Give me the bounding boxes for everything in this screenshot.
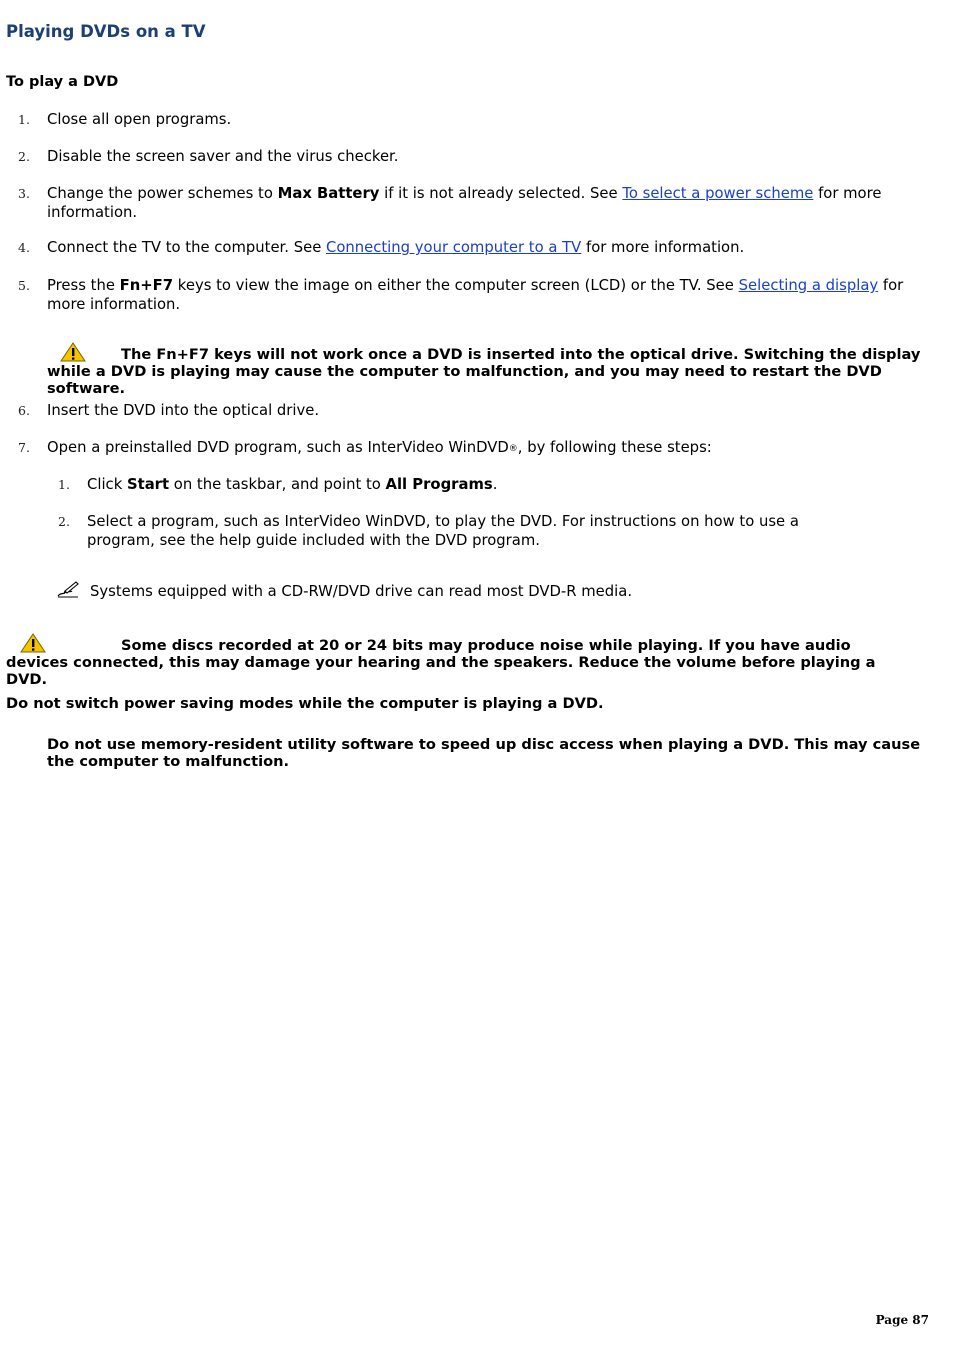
step-number: 1. bbox=[18, 112, 30, 127]
substep-number: 2. bbox=[58, 514, 70, 529]
step-number: 5. bbox=[18, 278, 30, 293]
page-number: Page 87 bbox=[875, 1313, 929, 1327]
step-text: Insert the DVD into the optical drive. bbox=[47, 402, 320, 419]
step-text: Change the power schemes to Max Battery if it is not already selected. See To select a power scheme for more information. bbox=[47, 185, 882, 221]
step-text: Open a preinstalled DVD program, such as InterVideo WinDVD®, by following these steps: bbox=[47, 439, 712, 456]
warning-text: Do not use memory-resident utility software to speed up disc access when playing a DVD. This may cause the computer to malfunction. bbox=[47, 736, 921, 770]
step-number: 6. bbox=[18, 403, 30, 418]
step-text: Close all open programs. bbox=[47, 111, 232, 128]
link-selecting-display[interactable]: Selecting a display bbox=[738, 277, 879, 294]
link-select-power-scheme[interactable]: To select a power scheme bbox=[622, 185, 814, 202]
substep-text: Click Start on the taskbar, and point to All Programs. bbox=[87, 476, 498, 493]
step-text: Connect the TV to the computer. See Connecting your computer to a TV for more information. bbox=[47, 239, 745, 256]
page-title: Playing DVDs on a TV bbox=[6, 22, 206, 41]
section-heading: To play a DVD bbox=[6, 74, 119, 90]
warning-text: Some discs recorded at 20 or 24 bits may produce noise while playing. If you have audio devices connected, this may damage your hearing and the speakers. Reduce the volume before playing a DVD. bbox=[6, 637, 876, 688]
step-text: Press the Fn+F7 keys to view the image on either the computer screen (LCD) or the TV. See Selecting a display for more information. bbox=[47, 277, 904, 313]
step-text: Disable the screen saver and the virus checker. bbox=[47, 148, 399, 165]
warning-text: Do not switch power saving modes while the computer is playing a DVD. bbox=[6, 695, 604, 712]
link-connecting-tv[interactable]: Connecting your computer to a TV bbox=[326, 239, 582, 256]
step-number: 2. bbox=[18, 149, 30, 164]
substep-text: Select a program, such as InterVideo WinDVD, to play the DVD. For instructions on how to use a program, see the help guide included with the DVD program. bbox=[87, 513, 799, 549]
step-number: 4. bbox=[18, 240, 30, 255]
note-text: Systems equipped with a CD-RW/DVD drive can read most DVD-R media. bbox=[90, 583, 633, 600]
step-number: 7. bbox=[18, 440, 30, 455]
step-number: 3. bbox=[18, 186, 30, 201]
note-pen-icon bbox=[56, 580, 80, 598]
substep-number: 1. bbox=[58, 477, 70, 492]
warning-text: The Fn+F7 keys will not work once a DVD is inserted into the optical drive. Switching the display while a DVD is playing may cause the computer to malfunction, and you may need to restart the DVD software. bbox=[47, 346, 921, 397]
